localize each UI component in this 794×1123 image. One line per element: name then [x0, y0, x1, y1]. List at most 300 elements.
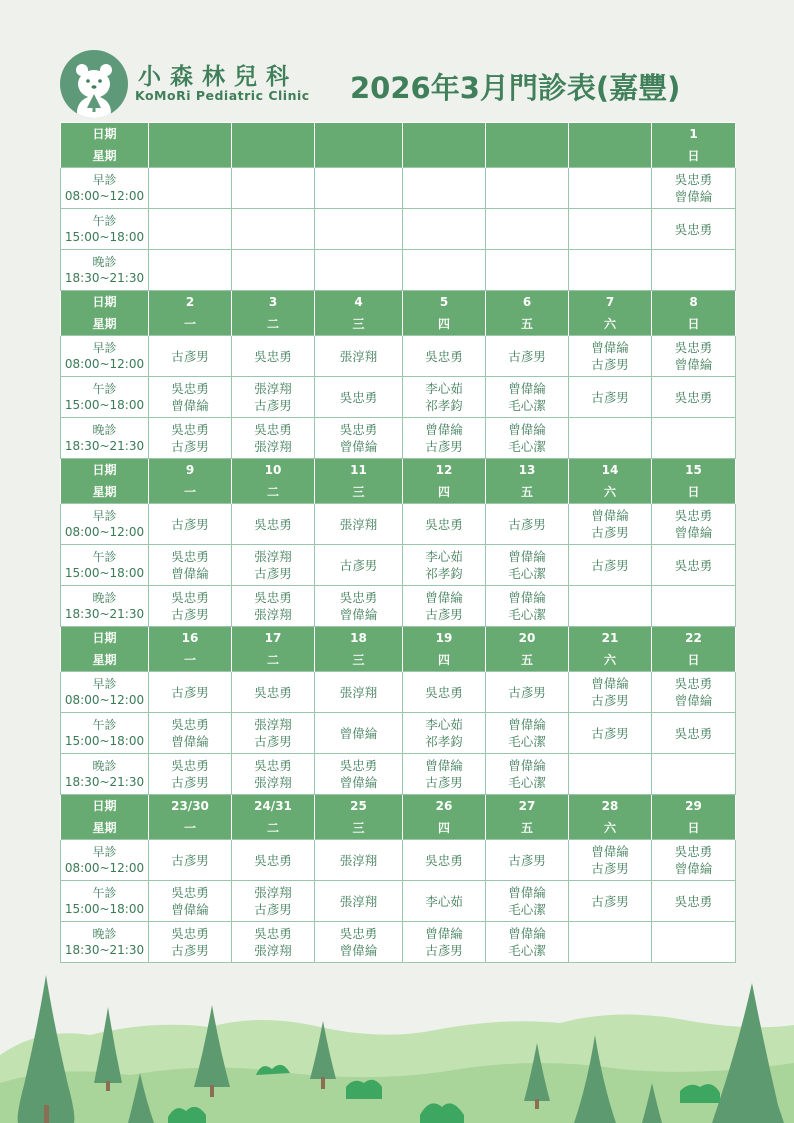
doctor-name: 古彥男 — [591, 525, 629, 540]
session-row — [61, 545, 736, 586]
date-cell: 17 — [232, 627, 315, 650]
doctor-name: 曾偉綸 — [508, 926, 546, 941]
doctor-cell — [403, 545, 486, 586]
session-label — [61, 168, 149, 209]
doctor-name: 古彥男 — [171, 943, 209, 958]
doctor-cell — [315, 840, 403, 881]
session-row — [61, 881, 736, 922]
date-cell: 1 — [652, 123, 736, 146]
date-cell: 15 — [652, 459, 736, 482]
doctor-cell — [149, 250, 232, 291]
doctor-cell — [486, 922, 569, 963]
date-cell: 4 — [315, 291, 403, 314]
doctor-name: 吳忠勇 — [674, 557, 713, 573]
session-time: 15:00~18:00 — [64, 734, 145, 748]
doctor-name: 曾偉綸 — [339, 943, 378, 958]
doctor-name: 吳忠勇 — [254, 590, 292, 605]
session-name: 晚診 — [92, 423, 117, 437]
doctor-name: 曾偉綸 — [674, 693, 713, 708]
session-label — [61, 713, 149, 754]
session-time: 15:00~18:00 — [64, 398, 145, 412]
doctor-name: 曾偉綸 — [591, 340, 629, 355]
doctor-name: 張淳翔 — [339, 348, 378, 364]
doctor-name: 李心茹 — [425, 893, 463, 909]
session-name: 午診 — [92, 382, 117, 396]
date-label: 日期 — [61, 123, 149, 146]
doctor-name: 毛心潔 — [508, 439, 546, 454]
doctor-name: 李心茹 — [425, 381, 463, 396]
session-name: 早診 — [92, 677, 117, 691]
doctor-cell — [486, 713, 569, 754]
doctor-name: 吳忠勇 — [674, 340, 713, 355]
weekday-label: 星期 — [61, 817, 149, 840]
doctor-cell — [403, 336, 486, 377]
doctor-cell — [149, 377, 232, 418]
session-row — [61, 754, 736, 795]
doctor-cell — [569, 504, 652, 545]
doctor-cell — [652, 250, 736, 291]
weekday-cell: 一 — [149, 313, 232, 336]
session-time: 18:30~21:30 — [64, 439, 145, 453]
weekday-cell: 六 — [569, 481, 652, 504]
date-label: 日期 — [61, 291, 149, 314]
doctor-name: 李心茹 — [425, 549, 463, 564]
date-cell: 8 — [652, 291, 736, 314]
doctor-cell — [652, 586, 736, 627]
doctor-name: 曾偉綸 — [508, 590, 546, 605]
doctor-cell — [232, 250, 315, 291]
session-row — [61, 209, 736, 250]
doctor-name: 古彥男 — [171, 684, 209, 700]
doctor-cell — [569, 418, 652, 459]
session-row — [61, 336, 736, 377]
weekday-cell: 二 — [232, 817, 315, 840]
weekday-cell: 四 — [403, 313, 486, 336]
doctor-name: 吳忠勇 — [171, 926, 209, 941]
session-time: 15:00~18:00 — [64, 566, 145, 580]
weekday-cell: 五 — [486, 313, 569, 336]
forest-scenery — [0, 965, 794, 1123]
doctor-name: 曾偉綸 — [508, 717, 546, 732]
weekday-cell — [315, 145, 403, 168]
doctor-name: 張淳翔 — [254, 943, 292, 958]
doctor-cell — [486, 672, 569, 713]
doctor-name: 曾偉綸 — [171, 902, 209, 917]
doctor-cell — [149, 209, 232, 250]
doctor-name: 古彥男 — [591, 725, 629, 741]
doctor-name: 吳忠勇 — [425, 348, 463, 364]
doctor-cell — [652, 545, 736, 586]
doctor-name: 吳忠勇 — [425, 852, 463, 868]
date-cell — [315, 123, 403, 146]
session-row — [61, 586, 736, 627]
doctor-cell — [403, 209, 486, 250]
doctor-cell — [232, 168, 315, 209]
doctor-cell — [652, 881, 736, 922]
doctor-name: 毛心潔 — [508, 775, 546, 790]
doctor-cell — [315, 713, 403, 754]
session-time: 18:30~21:30 — [64, 607, 145, 621]
doctor-name: 祁孝鈞 — [425, 398, 463, 413]
date-row — [61, 459, 736, 482]
doctor-cell — [403, 418, 486, 459]
doctor-name: 毛心潔 — [508, 398, 546, 413]
date-cell: 12 — [403, 459, 486, 482]
doctor-name: 吳忠勇 — [254, 516, 292, 532]
session-name: 晚診 — [92, 927, 117, 941]
doctor-name: 吳忠勇 — [339, 758, 378, 773]
weekday-cell: 三 — [315, 649, 403, 672]
weekday-cell: 日 — [652, 145, 736, 168]
doctor-name: 吳忠勇 — [674, 172, 713, 187]
session-label — [61, 754, 149, 795]
date-cell: 25 — [315, 795, 403, 818]
doctor-name: 吳忠勇 — [254, 758, 292, 773]
weekday-cell: 六 — [569, 817, 652, 840]
doctor-cell — [232, 336, 315, 377]
session-row — [61, 922, 736, 963]
clinic-name-english: KoMoRi Pediatric Clinic — [135, 88, 310, 103]
doctor-cell — [149, 672, 232, 713]
date-cell: 6 — [486, 291, 569, 314]
session-name: 早診 — [92, 509, 117, 523]
doctor-cell — [232, 840, 315, 881]
doctor-name: 曾偉綸 — [339, 725, 378, 741]
doctor-cell — [232, 586, 315, 627]
doctor-name: 吳忠勇 — [339, 389, 378, 405]
date-cell: 29 — [652, 795, 736, 818]
weekday-label: 星期 — [61, 649, 149, 672]
doctor-name: 吳忠勇 — [171, 381, 209, 396]
session-label — [61, 545, 149, 586]
doctor-name: 古彥男 — [508, 684, 546, 700]
weekday-cell: 日 — [652, 313, 736, 336]
doctor-name: 古彥男 — [508, 852, 546, 868]
doctor-cell — [486, 336, 569, 377]
doctor-cell — [652, 504, 736, 545]
doctor-name: 吳忠勇 — [254, 926, 292, 941]
doctor-name: 古彥男 — [171, 852, 209, 868]
doctor-name: 吳忠勇 — [674, 725, 713, 741]
doctor-name: 毛心潔 — [508, 943, 546, 958]
session-row — [61, 672, 736, 713]
date-cell: 13 — [486, 459, 569, 482]
doctor-cell — [232, 881, 315, 922]
doctor-name: 張淳翔 — [254, 439, 292, 454]
doctor-name: 曾偉綸 — [171, 734, 209, 749]
doctor-name: 吳忠勇 — [674, 221, 713, 237]
session-row — [61, 377, 736, 418]
doctor-name: 吳忠勇 — [674, 389, 713, 405]
doctor-name: 古彥男 — [171, 516, 209, 532]
doctor-cell — [486, 545, 569, 586]
doctor-cell — [486, 168, 569, 209]
session-label — [61, 336, 149, 377]
doctor-cell — [403, 504, 486, 545]
doctor-name: 張淳翔 — [254, 775, 292, 790]
date-cell: 7 — [569, 291, 652, 314]
date-cell: 24/31 — [232, 795, 315, 818]
doctor-name: 曾偉綸 — [339, 775, 378, 790]
date-label: 日期 — [61, 795, 149, 818]
doctor-cell — [315, 250, 403, 291]
session-time: 08:00~12:00 — [64, 693, 145, 707]
doctor-name: 曾偉綸 — [591, 676, 629, 691]
doctor-cell — [403, 922, 486, 963]
doctor-name: 張淳翔 — [254, 607, 292, 622]
session-time: 08:00~12:00 — [64, 861, 145, 875]
weekday-cell: 一 — [149, 817, 232, 840]
doctor-name: 吳忠勇 — [425, 516, 463, 532]
session-name: 晚診 — [92, 759, 117, 773]
doctor-cell — [315, 418, 403, 459]
doctor-name: 吳忠勇 — [339, 926, 378, 941]
doctor-cell — [403, 881, 486, 922]
doctor-cell — [569, 377, 652, 418]
date-cell — [232, 123, 315, 146]
date-cell: 19 — [403, 627, 486, 650]
doctor-cell — [486, 504, 569, 545]
date-cell: 23/30 — [149, 795, 232, 818]
doctor-cell — [652, 754, 736, 795]
doctor-cell — [652, 168, 736, 209]
doctor-name: 吳忠勇 — [254, 852, 292, 868]
doctor-cell — [569, 922, 652, 963]
doctor-name: 祁孝鈞 — [425, 734, 463, 749]
doctor-cell — [232, 713, 315, 754]
doctor-cell — [232, 377, 315, 418]
doctor-cell — [232, 672, 315, 713]
doctor-cell — [149, 504, 232, 545]
doctor-name: 曾偉綸 — [674, 189, 713, 204]
doctor-cell — [652, 418, 736, 459]
doctor-cell — [315, 672, 403, 713]
doctor-name: 吳忠勇 — [171, 758, 209, 773]
weekday-cell: 三 — [315, 481, 403, 504]
session-time: 08:00~12:00 — [64, 357, 145, 371]
page-title: 2026年3月門診表(嘉豐) — [350, 71, 681, 105]
weekday-cell: 一 — [149, 649, 232, 672]
doctor-cell — [315, 168, 403, 209]
session-label — [61, 250, 149, 291]
doctor-name: 張淳翔 — [339, 516, 378, 532]
weekday-cell: 五 — [486, 649, 569, 672]
weekday-cell — [569, 145, 652, 168]
doctor-name: 吳忠勇 — [254, 684, 292, 700]
doctor-cell — [315, 504, 403, 545]
weekday-cell: 三 — [315, 817, 403, 840]
doctor-name: 曾偉綸 — [591, 508, 629, 523]
date-cell — [486, 123, 569, 146]
doctor-name: 張淳翔 — [339, 893, 378, 909]
doctor-cell — [652, 922, 736, 963]
header — [0, 0, 794, 120]
doctor-name: 吳忠勇 — [171, 885, 209, 900]
doctor-cell — [652, 377, 736, 418]
doctor-cell — [403, 754, 486, 795]
doctor-cell — [569, 672, 652, 713]
session-label — [61, 377, 149, 418]
session-time: 15:00~18:00 — [64, 902, 145, 916]
weekday-cell: 三 — [315, 313, 403, 336]
weekday-cell — [232, 145, 315, 168]
doctor-name: 毛心潔 — [508, 734, 546, 749]
doctor-name: 古彥男 — [171, 348, 209, 364]
doctor-name: 曾偉綸 — [425, 758, 463, 773]
doctor-cell — [403, 586, 486, 627]
date-label: 日期 — [61, 459, 149, 482]
date-cell: 16 — [149, 627, 232, 650]
weekday-cell: 二 — [232, 481, 315, 504]
date-cell — [403, 123, 486, 146]
doctor-name: 吳忠勇 — [339, 590, 378, 605]
doctor-cell — [486, 754, 569, 795]
session-time: 18:30~21:30 — [64, 271, 145, 285]
doctor-name: 古彥男 — [254, 566, 292, 581]
doctor-name: 古彥男 — [254, 902, 292, 917]
weekday-row — [61, 145, 736, 168]
doctor-name: 曾偉綸 — [339, 607, 378, 622]
session-label — [61, 840, 149, 881]
weekday-cell — [149, 145, 232, 168]
doctor-cell — [652, 336, 736, 377]
doctor-cell — [315, 754, 403, 795]
doctor-name: 吳忠勇 — [674, 508, 713, 523]
doctor-name: 古彥男 — [254, 398, 292, 413]
doctor-cell — [486, 418, 569, 459]
doctor-name: 毛心潔 — [508, 566, 546, 581]
doctor-name: 吳忠勇 — [171, 717, 209, 732]
date-row — [61, 123, 736, 146]
doctor-cell — [232, 209, 315, 250]
doctor-name: 毛心潔 — [508, 607, 546, 622]
doctor-cell — [569, 209, 652, 250]
doctor-cell — [149, 336, 232, 377]
weekday-cell: 日 — [652, 817, 736, 840]
date-cell: 9 — [149, 459, 232, 482]
session-name: 晚診 — [92, 591, 117, 605]
doctor-cell — [403, 672, 486, 713]
clinic-name: 小森林兒科 — [138, 64, 298, 90]
doctor-name: 古彥男 — [591, 693, 629, 708]
doctor-name: 吳忠勇 — [171, 590, 209, 605]
doctor-cell — [403, 713, 486, 754]
date-cell: 10 — [232, 459, 315, 482]
weekday-cell: 六 — [569, 649, 652, 672]
doctor-cell — [232, 504, 315, 545]
doctor-cell — [149, 418, 232, 459]
doctor-cell — [569, 713, 652, 754]
doctor-name: 張淳翔 — [254, 717, 292, 732]
doctor-cell — [149, 840, 232, 881]
doctor-name: 古彥男 — [591, 557, 629, 573]
date-row — [61, 627, 736, 650]
doctor-cell — [486, 209, 569, 250]
date-cell: 18 — [315, 627, 403, 650]
doctor-cell — [569, 840, 652, 881]
doctor-name: 曾偉綸 — [674, 525, 713, 540]
weekday-cell: 四 — [403, 481, 486, 504]
weekday-label: 星期 — [61, 481, 149, 504]
session-label — [61, 504, 149, 545]
date-cell: 2 — [149, 291, 232, 314]
doctor-name: 張淳翔 — [254, 549, 292, 564]
session-row — [61, 250, 736, 291]
doctor-name: 張淳翔 — [339, 684, 378, 700]
weekday-cell: 四 — [403, 817, 486, 840]
date-cell: 20 — [486, 627, 569, 650]
doctor-cell — [569, 754, 652, 795]
session-time: 08:00~12:00 — [64, 189, 145, 203]
weekday-cell: 日 — [652, 649, 736, 672]
doctor-cell — [315, 881, 403, 922]
doctor-cell — [149, 545, 232, 586]
doctor-name: 古彥男 — [425, 943, 463, 958]
doctor-name: 古彥男 — [508, 348, 546, 364]
session-time: 15:00~18:00 — [64, 230, 145, 244]
session-label — [61, 418, 149, 459]
doctor-name: 吳忠勇 — [171, 549, 209, 564]
weekday-cell: 二 — [232, 649, 315, 672]
doctor-name: 古彥男 — [171, 439, 209, 454]
doctor-cell — [569, 545, 652, 586]
date-cell: 5 — [403, 291, 486, 314]
doctor-cell — [403, 840, 486, 881]
session-name: 午診 — [92, 718, 117, 732]
weekday-cell: 二 — [232, 313, 315, 336]
doctor-name: 古彥男 — [591, 357, 629, 372]
doctor-name: 曾偉綸 — [508, 422, 546, 437]
doctor-name: 吳忠勇 — [674, 844, 713, 859]
session-row — [61, 504, 736, 545]
doctor-name: 吳忠勇 — [254, 348, 292, 364]
doctor-name: 曾偉綸 — [425, 926, 463, 941]
session-row — [61, 840, 736, 881]
date-cell: 11 — [315, 459, 403, 482]
doctor-name: 吳忠勇 — [254, 422, 292, 437]
doctor-name: 曾偉綸 — [508, 549, 546, 564]
doctor-cell — [486, 840, 569, 881]
weekday-row — [61, 481, 736, 504]
session-name: 午診 — [92, 214, 117, 228]
session-name: 午診 — [92, 886, 117, 900]
doctor-cell — [315, 545, 403, 586]
date-cell — [149, 123, 232, 146]
weekday-cell: 五 — [486, 817, 569, 840]
date-cell — [569, 123, 652, 146]
doctor-cell — [652, 672, 736, 713]
session-time: 18:30~21:30 — [64, 775, 145, 789]
date-label: 日期 — [61, 627, 149, 650]
date-cell: 21 — [569, 627, 652, 650]
doctor-cell — [149, 168, 232, 209]
weekday-cell: 六 — [569, 313, 652, 336]
session-name: 早診 — [92, 341, 117, 355]
date-cell: 27 — [486, 795, 569, 818]
doctor-cell — [149, 713, 232, 754]
doctor-cell — [403, 250, 486, 291]
doctor-name: 古彥男 — [171, 775, 209, 790]
weekday-label: 星期 — [61, 313, 149, 336]
doctor-cell — [569, 250, 652, 291]
date-cell: 26 — [403, 795, 486, 818]
session-row — [61, 418, 736, 459]
doctor-cell — [486, 881, 569, 922]
doctor-cell — [652, 209, 736, 250]
bear-logo-icon — [60, 50, 128, 118]
doctor-name: 古彥男 — [591, 893, 629, 909]
weekday-row — [61, 313, 736, 336]
